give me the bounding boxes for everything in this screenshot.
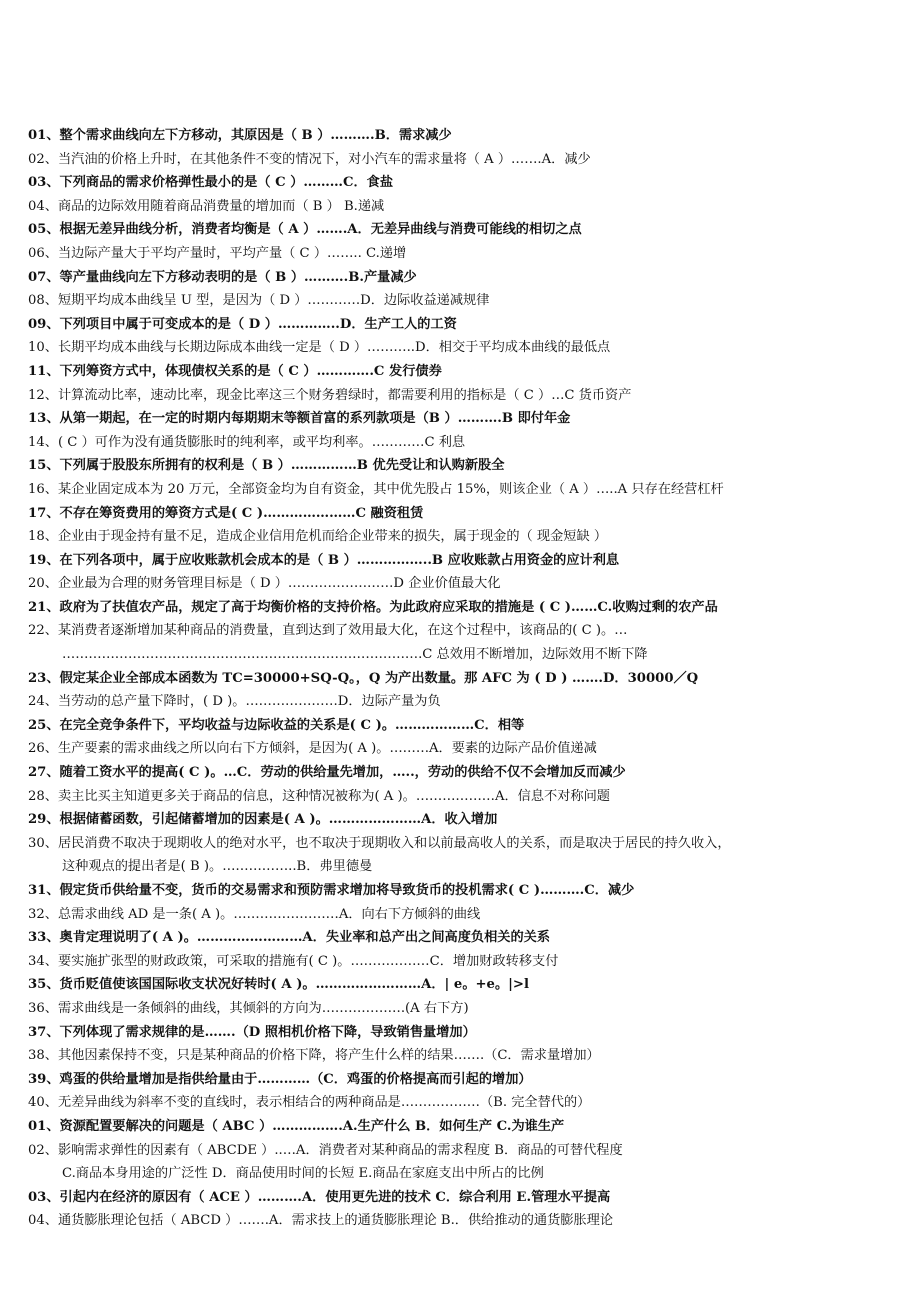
question-line: 14、( C ）可作为没有通货膨胀时的纯利率，或平均利率。…………C 利息: [28, 434, 466, 450]
question-list: [28, 124, 898, 1233]
question-line: 15、下列属于股股东所拥有的权利是（ B ）……………B 优先受让和认购新股全: [28, 458, 505, 474]
question-line: 02、当汽油的价格上升时，在其他条件不变的情况下，对小汽车的需求量将（ A ）…….A．减少: [28, 151, 591, 167]
question-line: 19、在下列各项中，属于应收账款机会成本的是（ B ）……………..B 应收账款占用资金的应计利息: [28, 552, 620, 568]
question-line: 22、某消费者逐渐增加某种商品的消费量，直到达到了效用最大化，在这个过程中，该商品的( C )。…: [28, 623, 628, 639]
question-line: 02、影响需求弹性的因素有（ ABCDE ）..…A．消费者对某种商品的需求程度 B．商品的可替代程度: [28, 1142, 623, 1158]
question-line-continuation: ……………………………………………………………………….C 总效用不断增加，边际效用不断下降: [62, 647, 648, 663]
question-line: 06、当边际产量大于平均产量时，平均产量（ C ）…….. C.递增: [28, 245, 407, 261]
question-line: 07、等产量曲线向左下方移动表明的是（ B ）……….B.产量减少: [28, 269, 417, 285]
question-line: 26、生产要素的需求曲线之所以向右下方倾斜，是因为( A )。………A．要素的边际产品价值递减: [28, 741, 597, 757]
question-line: 39、鸡蛋的供给量增加是指供给量由于…………（C．鸡蛋的价格提高而引起的增加）: [28, 1071, 532, 1087]
question-line: 35、货币贬值使该国国际收支状况好转时( A )。……………………A．| e。+e。|>l: [28, 977, 529, 993]
question-line: 12、计算流动比率，速动比率，现金比率这三个财务碧绿时，都需要利用的指标是（ C ）…C 货币资产: [28, 387, 632, 403]
question-line: 17、不存在筹资费用的筹资方式是( C )…………………C 融资租赁: [28, 505, 424, 521]
question-line: 30、居民消费不取决于现期收人的绝对水平，也不取决于现期收入和以前最高收人的关系，而是取决于居民的持久收入，: [28, 835, 731, 851]
question-line: 01、整个需求曲线向左下方移动，其原因是（ B ）……….B．需求减少: [28, 128, 452, 143]
question-line: 25、在完全竞争条件下，平均收益与边际收益的关系是( C )。………………C．相等: [28, 717, 525, 733]
question-line: 04、通货膨胀理论包括（ ABCD ）…….A．需求技上的通货膨胀理论 B.．供给推动的通货膨胀理论: [28, 1213, 614, 1229]
question-line: 18、企业由于现金持有量不足，造成企业信用危机而给企业带来的损失，属于现金的（ 现金短缺 ）: [28, 529, 608, 545]
question-line: 33、奥肯定理说明了( A )。……………………A．失业率和总产出之间高度负相关的关系: [28, 930, 551, 946]
question-line: 28、卖主比买主知道更多关于商品的信息，这种情况被称为( A )。………………A．信息不对称问题: [28, 788, 610, 804]
question-line: 38、其他因素保持不变，只是某种商品的价格下降，将产生什么样的结果…….（C．需求量增加）: [28, 1048, 600, 1064]
question-line-continuation: C.商品本身用途的广泛性 D．商品使用时间的长短 E.商品在家庭支出中所占的比例: [62, 1166, 544, 1182]
question-line: 34、要实施扩张型的财政政策，可采取的措施有( C )。………………C．增加财政转移支付: [28, 953, 559, 969]
question-line: 01、资源配置要解决的问题是（ ABC ）…………….A.生产什么 B．如何生产 C.为谁生产: [28, 1118, 565, 1134]
question-line: 03、引起内在经济的原因有（ ACE ）……….A．使用更先进的技术 C．综合利用 E.管理水平提高: [28, 1189, 611, 1205]
question-line: 36、需求曲线是一条倾斜的曲线，其倾斜的方向为……………….(A 右下方): [28, 1000, 469, 1016]
question-line: 03、下列商品的需求价格弹性最小的是（ C ）………C．食盐: [28, 175, 394, 191]
question-line: 23、假定某企业全部成本函数为 TC=30000+SQ-Q。，Q 为产出数量。那 AFC 为 ( D ) …….D．30000／Q: [28, 670, 699, 686]
question-line: 08、短期平均成本曲线呈 U 型，是因为（ D ）…………D．边际收益递减规律: [28, 293, 490, 309]
question-line: 32、总需求曲线 AD 是一条( A )。……………………A．向右下方倾斜的曲线: [28, 906, 481, 922]
question-line: 40、无差异曲线为斜率不变的直线时，表示相结合的两种商品是………………（B. 完全替代的）: [28, 1095, 591, 1111]
question-line-continuation: 这种观点的提出者是( B )。……………..B．弗里德曼: [62, 859, 373, 875]
question-line: 29、根据储蓄函数，引起储蓄增加的因素是( A )。…………………A．收入增加: [28, 812, 498, 828]
question-line: 20、企业最为合理的财务管理目标是（ D ）……………………D 企业价值最大化: [28, 576, 501, 592]
question-line: 13、从第一期起，在一定的时期内每期期末等额首富的系列款项是（B ）……….B 即付年金: [28, 411, 571, 427]
question-line: 27、随着工资水平的提高( C )。…C．劳动的供给量先增加，…..，劳动的供给不仅不会增加反而减少: [28, 765, 626, 781]
question-line: 10、长期平均成本曲线与长期边际成本曲线一定是（ D ）………..D．相交于平均成本曲线的最低点: [28, 340, 611, 356]
question-line: 11、下列筹资方式中，体现债权关系的是（ C ）………….C 发行债券: [28, 363, 442, 379]
question-line: 24、当劳动的总产量下降时，( D )。…………………D．边际产量为负: [28, 694, 441, 710]
question-line: 05、根据无差异曲线分析，消费者均衡是（ A ）…….A．无差异曲线与消费可能线的相切之点: [28, 222, 582, 238]
question-line: 21、政府为了扶值农产品，规定了高于均衡价格的支持价格。为此政府应采取的措施是 ( C )……C.收购过剩的农产品: [28, 599, 718, 615]
question-line: 16、某企业固定成本为 20 万元，全部资金均为自有资金，其中优先股占 15%，则该企业（ A ）…..A 只存在经营杠杆: [28, 481, 724, 497]
question-line: 04、商品的边际效用随着商品消费量的增加而（ B ） B.递减: [28, 198, 385, 214]
question-line: 37、下列体现了需求规律的是…….（D 照相机价格下降，导致销售量增加）: [28, 1024, 476, 1040]
question-line: 09、下列项目中属于可变成本的是（ D ）…………..D．生产工人的工资: [28, 316, 457, 332]
question-line: 31、假定货币供给量不变，货币的交易需求和预防需求增加将导致货币的投机需求( C )……….C．减少: [28, 883, 635, 898]
